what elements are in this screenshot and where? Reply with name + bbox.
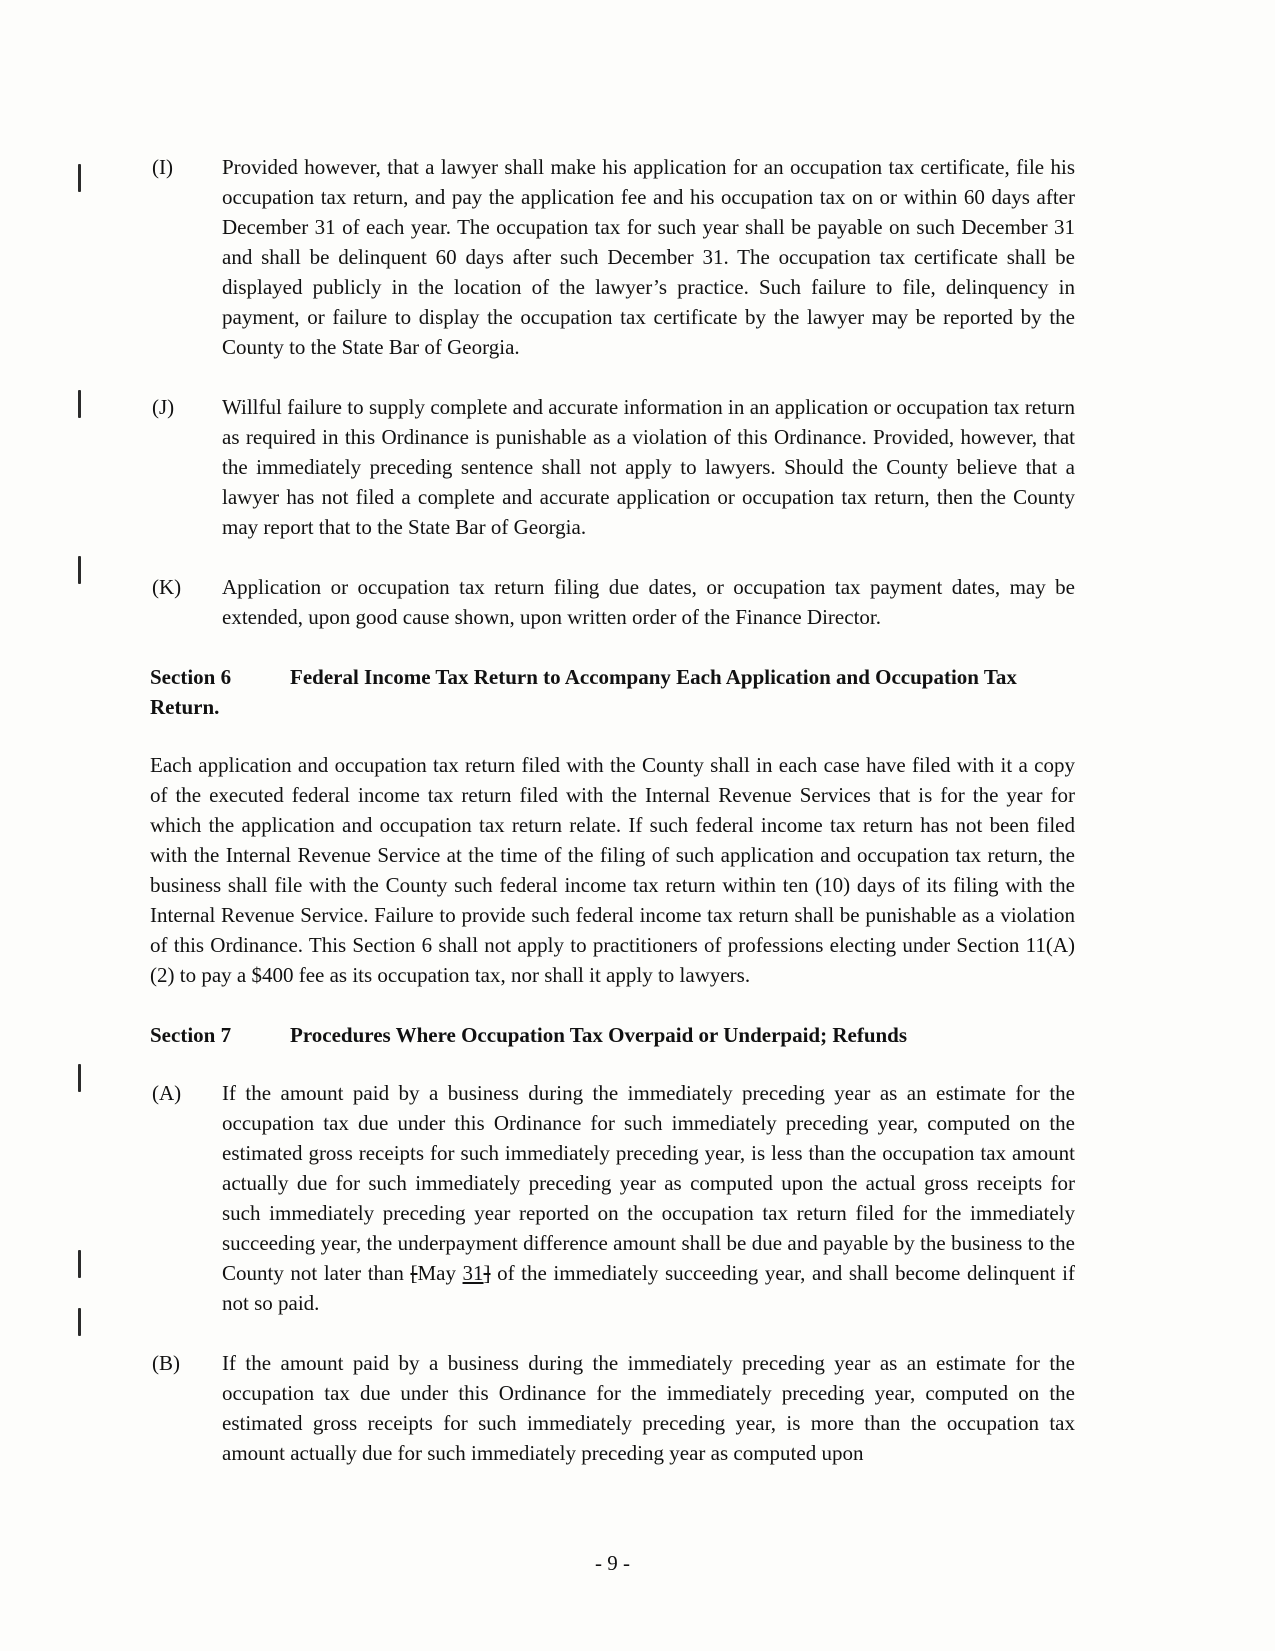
section-6-title: Federal Income Tax Return to Accompany Each Application and Occupation Tax Return. — [150, 665, 1017, 719]
item-A-amend-word: May — [417, 1261, 463, 1285]
item-label-J: (J) — [152, 395, 175, 419]
item-text-A — [222, 1081, 1075, 1315]
list-item-J — [150, 392, 1075, 542]
revision-mark — [78, 1250, 81, 1278]
revision-mark — [78, 1308, 81, 1336]
list-item-B — [150, 1348, 1075, 1468]
item-label-A: (A) — [152, 1081, 182, 1105]
list-item-I — [150, 152, 1075, 362]
section-7-heading — [150, 1020, 1075, 1050]
item-label-I: (I) — [152, 155, 173, 179]
item-text-K: Application or occupation tax return filing due dates, or occupation tax payment dates, may be extended, upon good cause shown, upon written order of the Finance Director. — [222, 575, 1075, 629]
list-item-A — [150, 1078, 1075, 1318]
item-A-text-before: If the amount paid by a business during the immediately preceding year as an estimate for the occupation tax due under this Ordinance for such immediately preceding year, computed on the estimated gross receipts for such immediately preceding year, is less than the occupation tax amount actually due for such immediately preceding year as computed upon the actual gross receipts for such immediately preceding year reported on the occupation tax return filed for the immediately succeeding year, the underpayment difference amount shall be due and payable by the business to the County not later than — [222, 1081, 1075, 1285]
item-A-deleted-open-bracket: [ — [410, 1261, 418, 1285]
item-A-inserted-text: 31 — [462, 1261, 484, 1285]
item-label-B: (B) — [152, 1351, 180, 1375]
page-number: - 9 - — [595, 1551, 630, 1575]
section-7-title: Procedures Where Occupation Tax Overpaid or Underpaid; Refunds — [290, 1023, 908, 1047]
item-A-text-after: of the immediately succeeding year, and shall become delinquent if not so paid. — [222, 1261, 1075, 1315]
document-content — [150, 152, 1075, 1498]
item-text-J: Willful failure to supply complete and accurate information in an application or occupation tax return as required in this Ordinance is punishable as a violation of this Ordinance. Provided, however, that the immediately preceding sentence shall not apply to lawyers. Should the County believe that a lawyer has not filed a complete and accurate application or occupation tax return, then the County may report that to the State Bar of Georgia. — [222, 395, 1075, 539]
section-6-heading — [150, 662, 1075, 722]
item-text-B: If the amount paid by a business during the immediately preceding year as an estimate for the occupation tax due under this Ordinance for the immediately preceding year, computed on the estimated gross receipts for such immediately preceding year, is more than the occupation tax amount actually due for such immediately preceding year as computed upon — [222, 1351, 1075, 1465]
revision-mark — [78, 390, 81, 418]
item-label-K: (K) — [152, 575, 182, 599]
section-6-label: Section 6 — [150, 665, 232, 689]
section-7-label: Section 7 — [150, 1023, 232, 1047]
revision-mark — [78, 556, 81, 584]
revision-mark — [78, 1064, 81, 1092]
section-6-body: Each application and occupation tax return filed with the County shall in each case have filed with it a copy of the executed federal income tax return filed with the Internal Revenue Services that is for the year for which the application and occupation tax return relate. If such federal income tax return has not been filed with the Internal Revenue Service at the time of the filing of such application and occupation tax return, the business shall file with the County such federal income tax return within ten (10) days of its filing with the Internal Revenue Service. Failure to provide such federal income tax return shall be punishable as a violation of this Ordinance. This Section 6 shall not apply to practitioners of professions electing under Section 11(A)(2) to pay a $400 fee as its occupation tax, nor shall it apply to lawyers. — [150, 753, 1075, 987]
list-item-K — [150, 572, 1075, 632]
item-A-deleted-close-bracket: ] — [483, 1261, 491, 1285]
revision-mark — [78, 164, 81, 192]
item-text-I: Provided however, that a lawyer shall make his application for an occupation tax certificate, file his occupation tax return, and pay the application fee and his occupation tax on or within 60 days after December 31 of each year. The occupation tax for such year shall be payable on such December 31 and shall be delinquent 60 days after such December 31. The occupation tax certificate shall be displayed publicly in the location of the lawyer’s practice. Such failure to file, delinquency in payment, or failure to display the occupation tax certificate by the lawyer may be reported by the County to the State Bar of Georgia. — [222, 155, 1075, 359]
